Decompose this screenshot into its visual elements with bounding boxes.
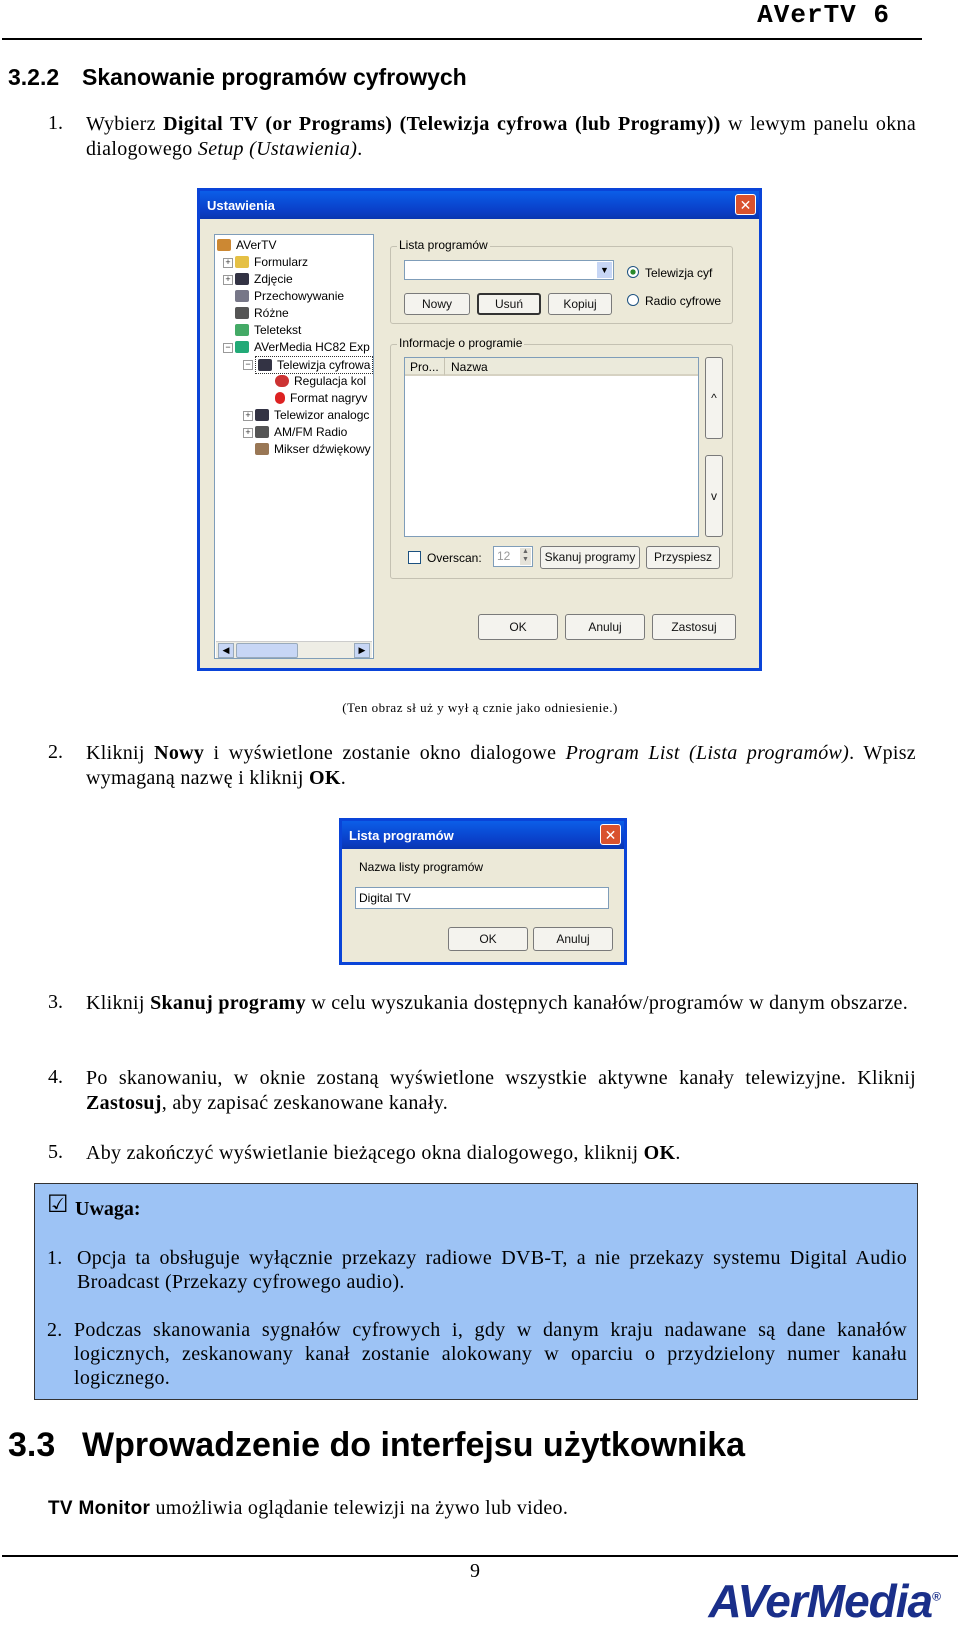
step-4-text: Po skanowaniu, w oknie zostaną wyświetlone wszystkie aktywne kanały telewizyjne. Kliknij Zastosuj, aby zapisać zeskanowane kanały. — [86, 1067, 916, 1114]
radio-unselected-icon — [627, 294, 639, 306]
tools-icon — [235, 307, 249, 319]
step-2-number: 2. — [48, 741, 63, 763]
storage-icon — [235, 290, 249, 302]
copy-button[interactable]: Kopiuj — [548, 293, 612, 315]
section-number: 3.2.2 — [8, 64, 60, 90]
note-1-text: Opcja ta obsługuje wyłącznie przekazy radiowe DVB-T, a nie przekazy systemu Digital Audio Broadcast (Przekazy cyfrowego audio). — [77, 1247, 907, 1293]
expand-icon[interactable]: + — [223, 258, 233, 268]
tree-item-analog-tv[interactable]: Telewizor analogc — [255, 407, 369, 423]
program-info-group — [390, 336, 733, 579]
list-name-label: Nazwa listy programów — [359, 860, 484, 874]
col-header-name[interactable]: Nazwa — [445, 358, 698, 376]
ok-button[interactable]: OK — [448, 927, 528, 951]
tree-item-mixer[interactable]: Mikser dźwiękowy — [255, 441, 371, 457]
checkbox-icon — [408, 551, 421, 564]
overscan-checkbox[interactable]: Overscan: — [408, 551, 482, 565]
settings-titlebar — [200, 191, 759, 219]
arrow-left-icon[interactable]: ◀ — [218, 643, 234, 658]
tree-item-hc82[interactable]: AVerMedia HC82 Exp — [235, 339, 370, 355]
overscan-stepper[interactable]: 12 ▲ ▼ — [493, 546, 533, 567]
program-list-select[interactable] — [404, 260, 614, 280]
section-heading — [8, 64, 467, 91]
program-list-group — [390, 238, 733, 324]
section-title: Skanowanie programów cyfrowych — [82, 64, 467, 90]
scan-programs-button[interactable]: Skanuj programy — [540, 546, 640, 569]
step-2-text: Kliknij Nowy i wyświetlone zostanie okno dialogowe Program List (Lista programów). Wpisz wymaganą nazwę i kliknij OK. — [86, 742, 916, 789]
speaker-icon — [255, 443, 269, 455]
note-2-number: 2. — [47, 1319, 63, 1341]
speed-up-button[interactable]: Przyspiesz — [646, 546, 720, 569]
collapse-icon[interactable]: − — [223, 343, 233, 353]
chevron-down-icon[interactable]: ▼ — [597, 262, 612, 278]
stepper-arrows-icon[interactable]: ▲ ▼ — [520, 548, 531, 565]
note-2-text: Podczas skanowania sygnałów cyfrowych i, gdy w danym kraju nadawane są dane kanałów logicznych, zeskanowany kanał zostanie alokowany w oparciu o przydzielony numer kanału logicznego. — [74, 1319, 907, 1389]
settings-dialog — [197, 188, 762, 671]
cancel-button[interactable]: Anuluj — [565, 614, 645, 640]
tree-item-form[interactable]: Formularz — [235, 254, 308, 270]
footer-rule — [2, 1555, 958, 1557]
radio-digital-radio[interactable]: Radio cyfrowe — [627, 294, 721, 308]
step-3-number: 3. — [48, 991, 63, 1013]
tree-scrollbar[interactable] — [216, 641, 372, 658]
tree-item-misc[interactable]: Różne — [235, 305, 289, 321]
collapse-icon[interactable]: − — [243, 360, 253, 370]
program-info-label: Informacje o programie — [399, 336, 523, 350]
tv-icon — [258, 359, 272, 371]
image-caption: (Ten obraz sł uż y wył ą cznie jako odniesienie.) — [342, 700, 618, 715]
header-rule — [2, 38, 922, 40]
new-button[interactable]: Nowy — [404, 293, 470, 315]
cancel-button[interactable]: Anuluj — [533, 927, 613, 951]
camera-icon — [235, 273, 249, 285]
program-list-dialog — [339, 818, 627, 965]
note-1-number: 1. — [47, 1247, 63, 1269]
apply-button[interactable]: Zastosuj — [652, 614, 736, 640]
settings-title: Ustawienia — [207, 198, 275, 213]
program-list-titlebar — [342, 821, 624, 849]
avermedia-logo: AVerMedia® — [708, 1575, 940, 1627]
radio-icon — [255, 426, 269, 438]
avertv-icon — [217, 239, 231, 251]
expand-icon[interactable]: + — [243, 428, 253, 438]
tree-item-storage[interactable]: Przechowywanie — [235, 288, 344, 304]
tree-item-teletext[interactable]: Teletekst — [235, 322, 301, 338]
close-icon[interactable]: ✕ — [600, 824, 621, 845]
checkbox-icon: ☑ — [47, 1192, 69, 1218]
radio-digital-tv[interactable]: Telewizja cyf — [627, 266, 712, 280]
delete-button[interactable]: Usuń — [477, 293, 541, 315]
step-3-text: Kliknij Skanuj programy w celu wyszukania dostępnych kanałów/programów w danym obszarze. — [86, 992, 909, 1014]
expand-icon[interactable]: + — [243, 411, 253, 421]
step-5-number: 5. — [48, 1141, 63, 1163]
arrow-right-icon[interactable]: ▶ — [354, 643, 370, 658]
close-icon[interactable]: ✕ — [735, 194, 756, 215]
expand-icon[interactable]: + — [223, 275, 233, 285]
tv-icon — [255, 409, 269, 421]
text-icon — [235, 324, 249, 336]
list-name-input[interactable]: Digital TV — [355, 887, 609, 909]
tree-item-picture[interactable]: Zdjęcie — [235, 271, 293, 287]
ok-button[interactable]: OK — [478, 614, 558, 640]
tree-item-color[interactable]: Regulacja kol — [275, 373, 366, 389]
intro-paragraph: TV Monitor umożliwia oglądanie telewizji na żywo lub video. — [48, 1497, 569, 1519]
tree-item-digital-tv[interactable]: Telewizja cyfrowa — [255, 356, 373, 374]
settings-tree[interactable] — [214, 234, 374, 659]
form-icon — [235, 256, 249, 268]
step-5-text: Aby zakończyć wyświetlanie bieżącego okna dialogowego, kliknij OK. — [86, 1142, 681, 1164]
note-box — [34, 1183, 918, 1400]
col-header-pro[interactable]: Pro... — [405, 358, 445, 376]
running-header: AVerTV 6 — [757, 0, 890, 30]
color-icon — [275, 375, 289, 387]
program-table[interactable] — [404, 357, 699, 537]
section-heading — [8, 1426, 745, 1465]
page-number: 9 — [470, 1560, 480, 1582]
move-up-button[interactable]: ^ — [705, 357, 723, 439]
move-down-button[interactable]: v — [705, 455, 723, 537]
section-title: Wprowadzenie do interfejsu użytkownika — [82, 1426, 746, 1464]
program-list-label: Lista programów — [399, 238, 488, 252]
tree-item-radio[interactable]: AM/FM Radio — [255, 424, 347, 440]
step-1-number: 1. — [48, 112, 63, 134]
device-icon — [235, 341, 249, 353]
section-number: 3.3 — [8, 1426, 56, 1464]
program-list-title: Lista programów — [349, 828, 454, 843]
note-title: Uwaga: — [75, 1198, 141, 1220]
step-1-text: Wybierz Digital TV (or Programs) (Telewizja cyfrowa (lub Programy)) w lewym panelu okna dialogowego Setup (Ustawienia). — [86, 113, 917, 160]
record-icon — [275, 392, 285, 404]
tree-item-format[interactable]: Format nagryv — [275, 390, 367, 406]
scroll-thumb[interactable] — [236, 643, 298, 658]
step-4-number: 4. — [48, 1066, 63, 1088]
tree-item-avertv[interactable]: AVerTV — [217, 237, 276, 253]
radio-selected-icon — [627, 266, 639, 278]
